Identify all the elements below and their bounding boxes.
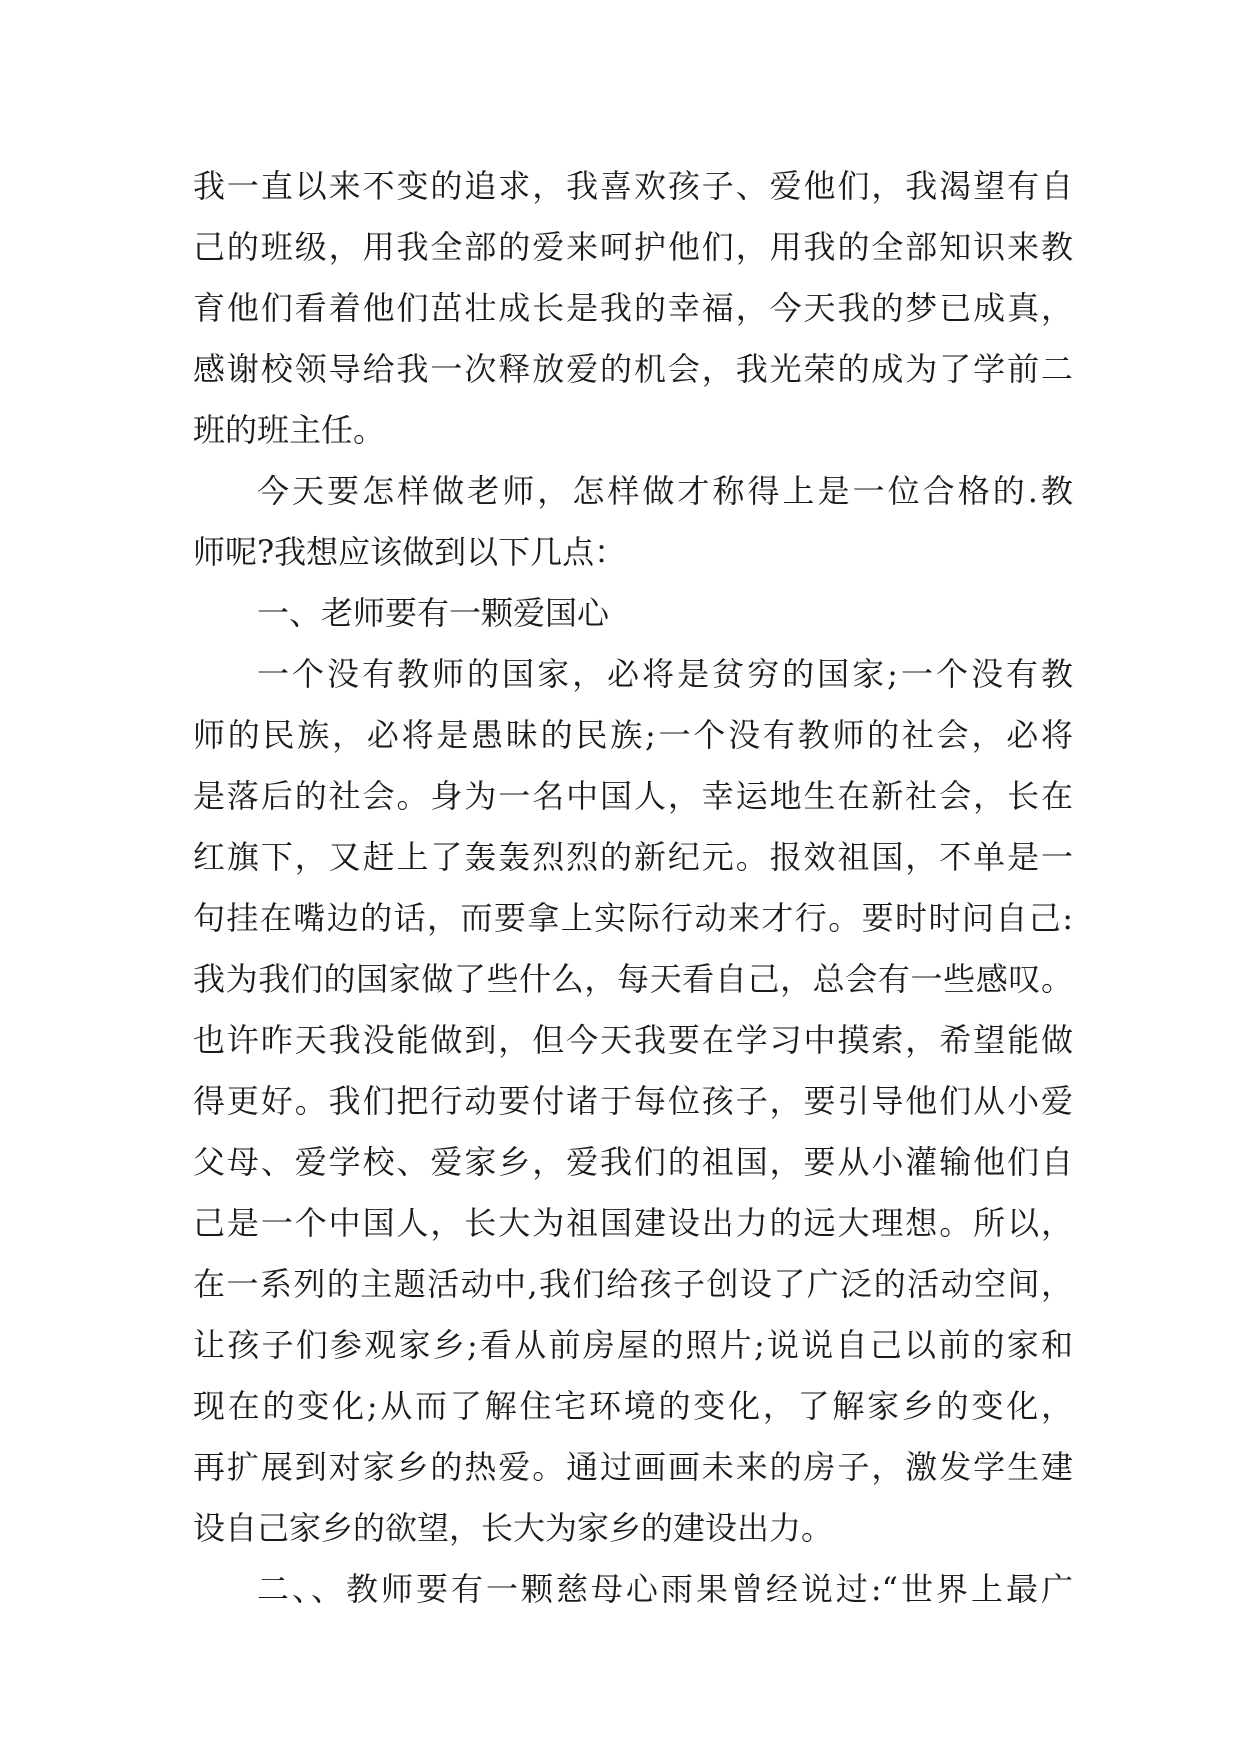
text-line: 感谢校领导给我一次释放爱的机会，我光荣的成为了学前二 [193,350,1073,388]
text-line: 我一直以来不变的追求，我喜欢孩子、爱他们，我渴望有自 [193,167,1073,205]
text-line: 也许昨天我没能做到，但今天我要在学习中摸索，希望能做 [193,1021,1073,1059]
text-line: 现在的变化;从而了解住宅环境的变化，了解家乡的变化， [193,1387,1073,1425]
text-line: 班的班主任。 [193,411,386,449]
text-line: 在一系列的主题活动中,我们给孩子创设了广泛的活动空间， [193,1265,1073,1303]
text-line: 己的班级，用我全部的爱来呵护他们，用我的全部知识来教 [193,228,1073,266]
text-line: 一、老师要有一颗爱国心 [257,594,610,632]
text-line: 育他们看着他们茁壮成长是我的幸福，今天我的梦已成真， [193,289,1073,327]
text-line: 己是一个中国人，长大为祖国建设出力的远大理想。所以， [193,1204,1073,1242]
text-line: 让孩子们参观家乡;看从前房屋的照片;说说自己以前的家和 [193,1326,1073,1364]
text-line: 二、、教师要有一颗慈母心雨果曾经说过:“世界上最广 [257,1570,1073,1608]
text-line: 再扩展到对家乡的热爱。通过画画未来的房子，激发学生建 [193,1448,1073,1486]
text-line: 得更好。我们把行动要付诸于每位孩子，要引导他们从小爱 [193,1082,1073,1120]
text-line: 师呢?我想应该做到以下几点： [193,533,627,571]
text-line: 一个没有教师的国家，必将是贫穷的国家;一个没有教 [257,655,1073,693]
text-line: 我为我们的国家做了些什么，每天看自己，总会有一些感叹。 [193,960,1073,998]
text-line: 师的民族，必将是愚昧的民族;一个没有教师的社会，必将 [193,716,1073,754]
text-line: 句挂在嘴边的话，而要拿上实际行动来才行。要时时问自己: [193,899,1073,937]
document-body [193,156,1073,1620]
text-line: 是落后的社会。身为一名中国人，幸运地生在新社会，长在 [193,777,1073,815]
text-line: 父母、爱学校、爱家乡，爱我们的祖国，要从小灌输他们自 [193,1143,1073,1181]
text-line: 红旗下，又赶上了轰轰烈烈的新纪元。报效祖国，不单是一 [193,838,1073,876]
text-line: 设自己家乡的欲望，长大为家乡的建设出力。 [193,1509,834,1547]
text-line: 今天要怎样做老师，怎样做才称得上是一位合格的.教 [257,472,1073,510]
